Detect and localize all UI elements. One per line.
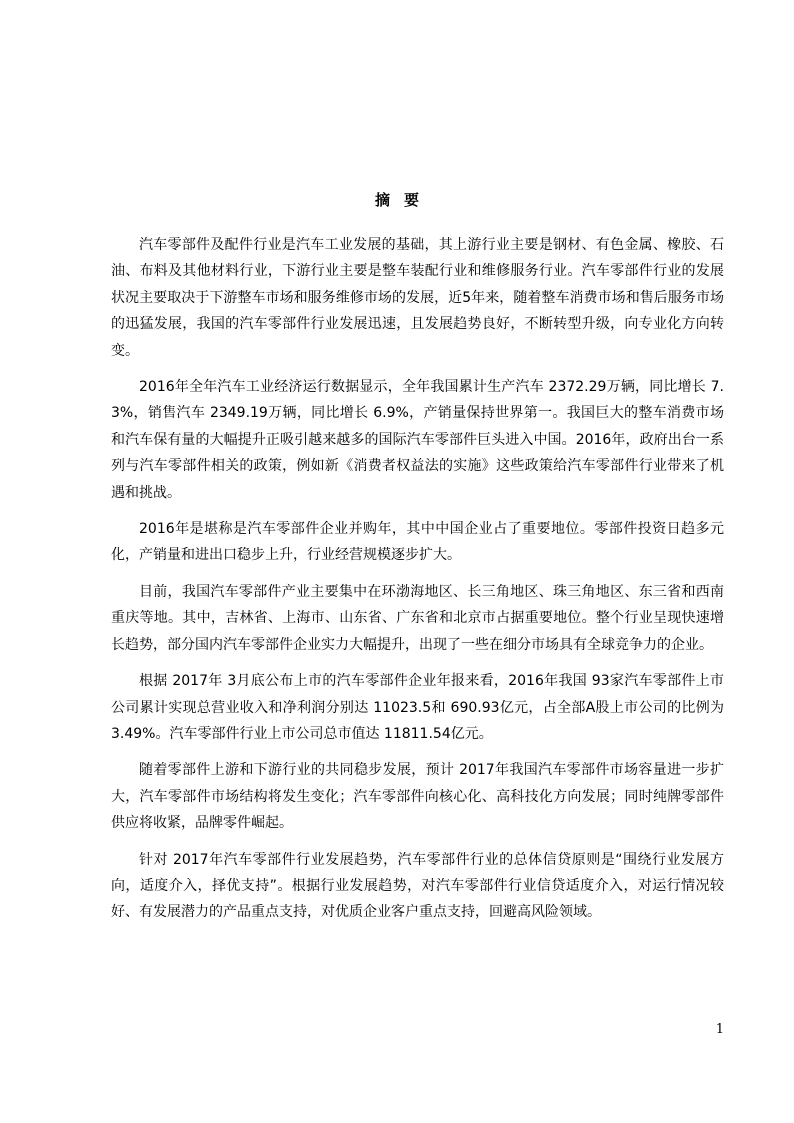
paragraph-2: 2016年全年汽车工业经济运行数据显示，全年我国累计生产汽车 2372.29万辆，同比增长 7.3%，销售汽车 2349.19万辆，同比增长 6.9%，产销量保持世界第一。我国巨大的整车消费市场和汽车保有量的大幅提升正吸引越来越多的国际汽车零部件巨头进入中国。2016年，政府出台一系列与汽车零部件相关的政策，例如新《消费者权益法的实施》这些政策给汽车零部件行业带来了机遇和挑战。 bbox=[111, 379, 724, 501]
paragraph-4: 目前，我国汽车零部件产业主要集中在环渤海地区、长三角地区、珠三角地区、东三省和西南重庆等地。其中，吉林省、上海市、山东省、广东省和北京市占据重要地位。整个行业呈现快速增长趋势，部分国内汽车零部件企业实力大幅提升，出现了一些在细分市场具有全球竞争力的企业。 bbox=[111, 583, 724, 653]
paragraph-5: 根据 2017年 3月底公布上市的汽车零部件企业年报来看，2016年我国 93家汽车零部件上市公司累计实现总营业收入和净利润分别达 11023.5和 690.93亿元，占全部A股上市公司的比例为 3.49%。汽车零部件行业上市公司总市值达 11811.54亿元。 bbox=[111, 673, 724, 742]
page-title: 摘要 bbox=[374, 191, 433, 209]
abstract-body bbox=[111, 232, 724, 936]
page-number: 1 bbox=[715, 1022, 724, 1037]
paragraph-3: 2016年是堪称是汽车零部件企业并购年，其中中国企业占了重要地位。零部件投资日趋多元化，产销量和进出口稳步上升，行业经营规模逐步扩大。 bbox=[111, 521, 724, 564]
paragraph-1: 汽车零部件及配件行业是汽车工业发展的基础，其上游行业主要是钢材、有色金属、橡胶、石油、布料及其他材料行业，下游行业主要是整车装配行业和维修服务行业。汽车零部件行业的发展状况主要取决于下游整车市场和服务维修市场的发展，近5年来，随着整车消费市场和售后服务市场的迅猛发展，我国的汽车零部件行业发展迅速，且发展趋势良好，不断转型升级，向专业化方向转变。 bbox=[111, 237, 724, 359]
paragraph-7: 针对 2017年汽车零部件行业发展趋势，汽车零部件行业的总体信贷原则是“围绕行业发展方向，适度介入，择优支持”。根据行业发展趋势，对汽车零部件行业信贷适度介入，对运行情况较好、有发展潜力的产品重点支持，对优质企业客户重点支持，回避高风险领域。 bbox=[111, 851, 724, 921]
paragraph-6: 随着零部件上游和下游行业的共同稳步发展，预计 2017年我国汽车零部件市场容量进一步扩大，汽车零部件市场结构将发生变化；汽车零部件向核心化、高科技化方向发展；同时纯牌零部件供应将收紧，品牌零件崛起。 bbox=[111, 762, 724, 832]
